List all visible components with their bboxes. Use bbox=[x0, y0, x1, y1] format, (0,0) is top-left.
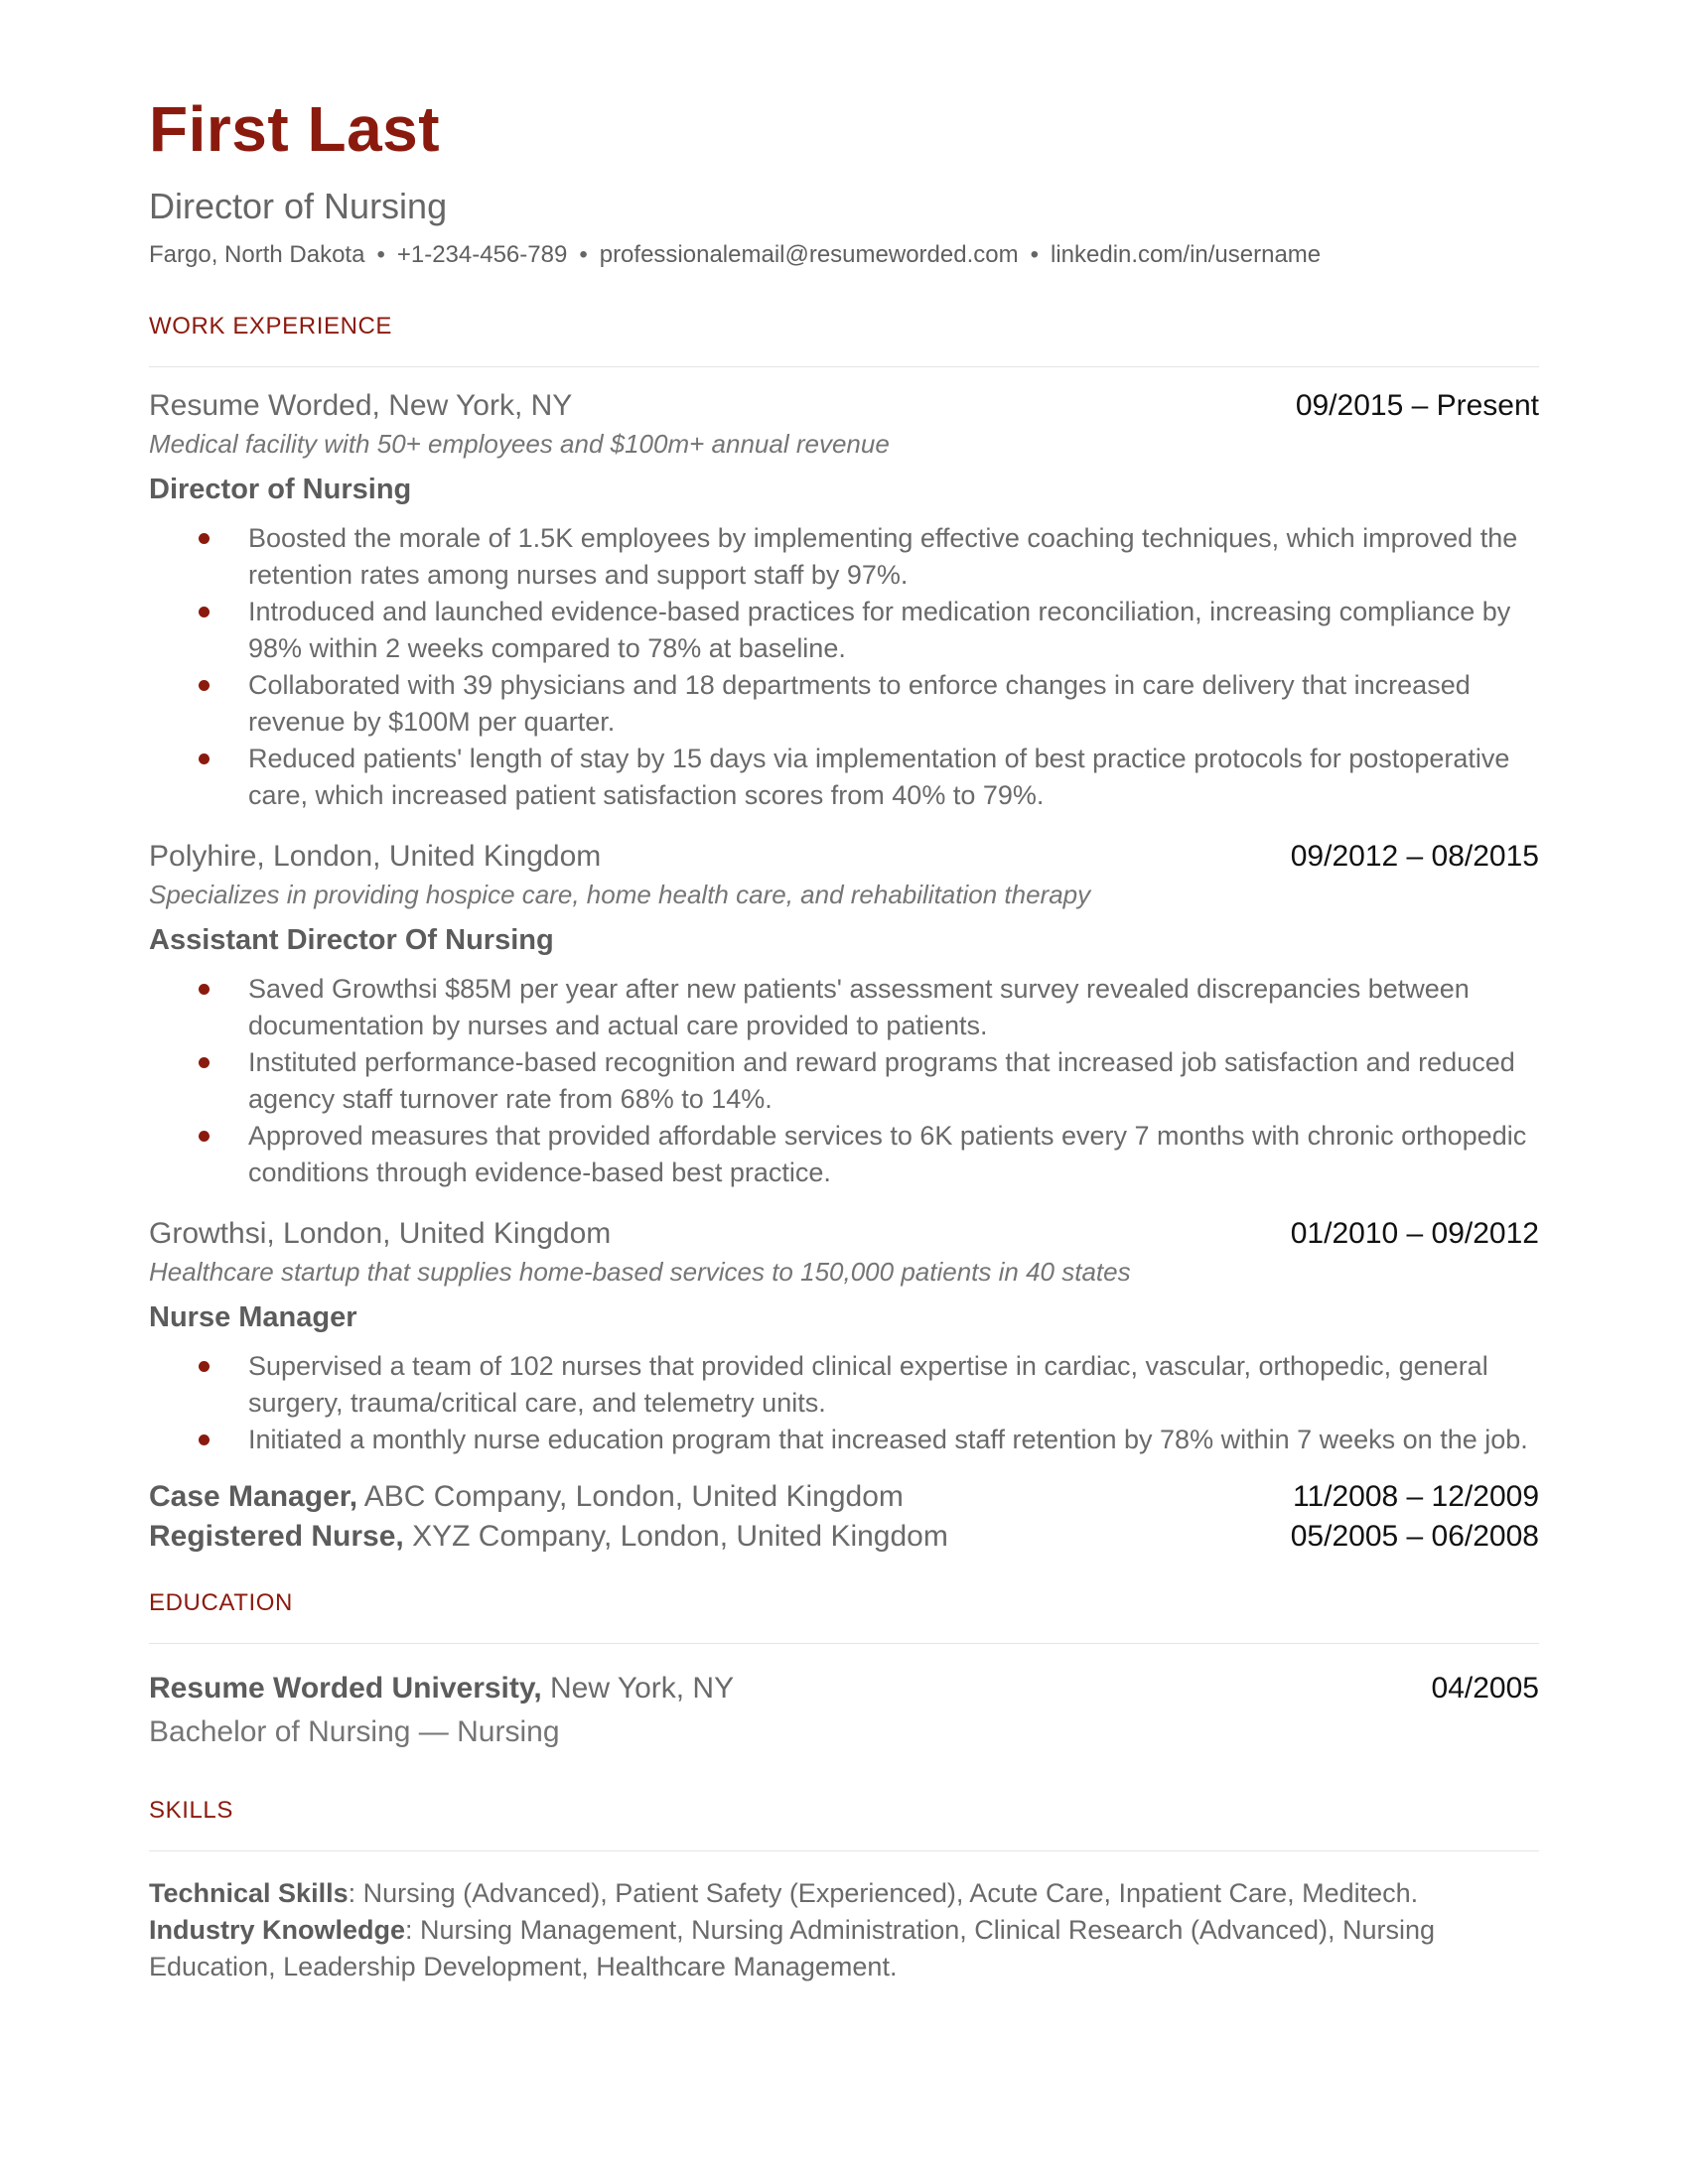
job-entry bbox=[149, 840, 1539, 1191]
section-divider bbox=[149, 366, 1539, 367]
skills-industry-label: Industry Knowledge bbox=[149, 1915, 406, 1946]
bullet-text: Introduced and launched evidence-based practices for medication reconciliation, increasing compliance by 98% within 2 weeks compared to 78% at baseline. bbox=[248, 597, 1511, 664]
bullet-dot-icon bbox=[199, 984, 210, 995]
bullet-text: Supervised a team of 102 nurses that provided clinical expertise in cardiac, vascular, orthopedic, general surgery, trauma/critical care, and telemetry units. bbox=[248, 1351, 1488, 1419]
skills-technical bbox=[149, 1875, 1539, 1912]
section-divider bbox=[149, 1850, 1539, 1851]
bullet-item bbox=[149, 1044, 1539, 1118]
bullet-dot-icon bbox=[199, 1131, 210, 1142]
short-job-role: Case Manager, bbox=[149, 1480, 358, 1514]
bullet-item bbox=[149, 741, 1539, 814]
short-job-title bbox=[149, 1520, 948, 1554]
job-role: Director of Nursing bbox=[149, 474, 412, 506]
skills-technical-list: : Nursing (Advanced), Patient Safety (Experienced), Acute Care, Inpatient Care, Meditech. bbox=[348, 1878, 1419, 1909]
short-job-row bbox=[149, 1520, 1539, 1554]
education-row bbox=[149, 1672, 1539, 1706]
job-entry bbox=[149, 389, 1539, 814]
education-school: Resume Worded University, bbox=[149, 1672, 542, 1706]
section-header-work: WORK EXPERIENCE bbox=[149, 313, 393, 341]
bullet-item bbox=[149, 520, 1539, 594]
short-job-dates: 11/2008 – 12/2009 bbox=[1292, 1480, 1539, 1514]
contact-location: Fargo, North Dakota bbox=[149, 241, 365, 269]
contact-linkedin[interactable]: linkedin.com/in/username bbox=[1051, 241, 1322, 269]
job-description: Specializes in providing hospice care, home health care, and rehabilitation therapy bbox=[149, 880, 1091, 910]
skills-technical-label: Technical Skills bbox=[149, 1878, 349, 1909]
short-job-title bbox=[149, 1480, 904, 1514]
contact-email[interactable]: professionalemail@resumeworded.com bbox=[599, 241, 1019, 269]
bullet-dot-icon bbox=[199, 607, 210, 617]
education-institution bbox=[149, 1672, 734, 1706]
job-description: Medical facility with 50+ employees and $100m+ annual revenue bbox=[149, 429, 890, 460]
contact-separator: • bbox=[376, 241, 385, 269]
skills-industry bbox=[149, 1912, 1539, 1985]
job-role: Nurse Manager bbox=[149, 1301, 357, 1334]
job-company: Polyhire, London, United Kingdom bbox=[149, 840, 602, 874]
job-description: Healthcare startup that supplies home-based services to 150,000 patients in 40 states bbox=[149, 1257, 1131, 1288]
job-header bbox=[149, 840, 1539, 874]
candidate-title: Director of Nursing bbox=[149, 186, 448, 226]
job-entry bbox=[149, 1217, 1539, 1458]
bullet-dot-icon bbox=[199, 1057, 210, 1068]
bullet-item bbox=[149, 1422, 1539, 1458]
job-dates: 09/2015 – Present bbox=[1295, 389, 1539, 423]
job-role: Assistant Director Of Nursing bbox=[149, 924, 554, 957]
bullet-dot-icon bbox=[199, 753, 210, 764]
bullet-item bbox=[149, 1118, 1539, 1191]
bullet-item bbox=[149, 971, 1539, 1044]
job-dates: 01/2010 – 09/2012 bbox=[1290, 1217, 1539, 1251]
short-job-role: Registered Nurse, bbox=[149, 1520, 404, 1554]
bullet-text: Boosted the morale of 1.5K employees by implementing effective coaching techniques, which improved the retention rates among nurses and support staff by 97%. bbox=[248, 523, 1518, 591]
bullet-text: Instituted performance-based recognition and reward programs that increased job satisfaction and reduced agency staff turnover rate from 68% to 14%. bbox=[248, 1047, 1515, 1115]
short-job-company: ABC Company, London, United Kingdom bbox=[357, 1480, 904, 1514]
bullet-dot-icon bbox=[199, 1434, 210, 1445]
education-location: New York, NY bbox=[541, 1672, 735, 1706]
education-degree: Bachelor of Nursing — Nursing bbox=[149, 1715, 560, 1749]
bullet-dot-icon bbox=[199, 680, 210, 691]
section-header-skills: SKILLS bbox=[149, 1797, 233, 1825]
bullet-text: Approved measures that provided affordable services to 6K patients every 7 months with chronic orthopedic conditions through evidence-based best practice. bbox=[248, 1121, 1527, 1188]
bullet-dot-icon bbox=[199, 533, 210, 544]
job-bullets bbox=[149, 971, 1539, 1191]
bullet-text: Saved Growthsi $85M per year after new patients' assessment survey revealed discrepancies between documentation by nurses and actual care provided to patients. bbox=[248, 974, 1470, 1041]
bullet-text: Initiated a monthly nurse education program that increased staff retention by 78% within 7 weeks on the job. bbox=[248, 1425, 1528, 1455]
job-header bbox=[149, 389, 1539, 423]
contact-separator: • bbox=[579, 241, 588, 269]
bullet-item bbox=[149, 1348, 1539, 1422]
job-bullets bbox=[149, 1348, 1539, 1458]
section-divider bbox=[149, 1643, 1539, 1644]
short-jobs bbox=[149, 1480, 1539, 1554]
short-job-company: XYZ Company, London, United Kingdom bbox=[403, 1520, 948, 1554]
short-job-dates: 05/2005 – 06/2008 bbox=[1290, 1520, 1539, 1554]
candidate-name: First Last bbox=[149, 93, 441, 165]
education-date: 04/2005 bbox=[1431, 1672, 1539, 1706]
contact-phone: +1-234-456-789 bbox=[396, 241, 568, 269]
bullet-item bbox=[149, 594, 1539, 667]
skills-block bbox=[149, 1875, 1539, 1985]
bullet-text: Reduced patients' length of stay by 15 days via implementation of best practice protocols for postoperative care, which increased patient satisfaction scores from 40% to 79%. bbox=[248, 744, 1510, 811]
job-header bbox=[149, 1217, 1539, 1251]
job-dates: 09/2012 – 08/2015 bbox=[1290, 840, 1539, 874]
bullet-item bbox=[149, 667, 1539, 741]
bullet-text: Collaborated with 39 physicians and 18 departments to enforce changes in care delivery that increased revenue by $100M per quarter. bbox=[248, 670, 1471, 738]
contact-separator: • bbox=[1030, 241, 1039, 269]
job-company: Resume Worded, New York, NY bbox=[149, 389, 573, 423]
section-header-education: EDUCATION bbox=[149, 1589, 293, 1617]
contact-line bbox=[149, 241, 1539, 269]
skills-industry-list: : Nursing Management, Nursing Administration, Clinical Research (Advanced), Nursing Education, Leadership Development, Healthcare Management. bbox=[149, 1915, 1435, 1982]
job-bullets bbox=[149, 520, 1539, 814]
bullet-dot-icon bbox=[199, 1361, 210, 1372]
short-job-row bbox=[149, 1480, 1539, 1514]
job-company: Growthsi, London, United Kingdom bbox=[149, 1217, 612, 1251]
